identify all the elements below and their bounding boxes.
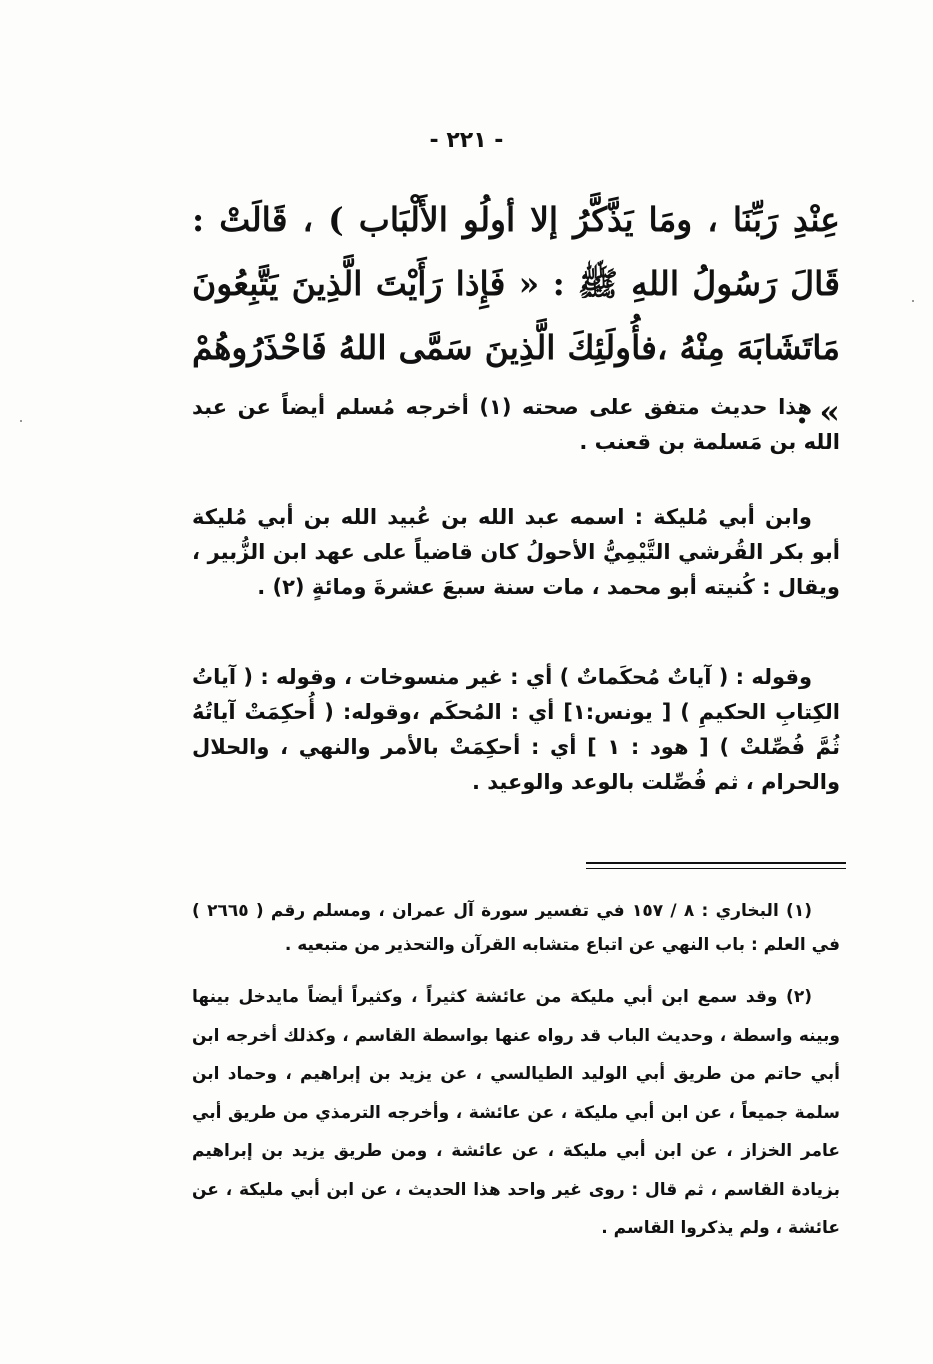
footnote-1: (١) البخاري : ٨ / ١٥٧ في تفسير سورة آل عمران ، ومسلم رقم ( ٢٦٦٥ ) في العلم : باب النهي عن اتباع متشابه القرآن والتحذير من متبعيه . [192,901,840,955]
scan-speck [20,420,22,422]
footnote-2: (٢) وقد سمع ابن أبي مليكة من عائشة كثيراً ، وكثيراً أيضاً مايدخل بينها وبينه واسطة ، وحديث الباب قد رواه عنها بواسطة القاسم ، وكذلك أخرجه ابن أبي حاتم من طريق أبي الوليد الطيالسي ، عن يزيد بن إبراهيم ، وحماد ابن سلمة جميعاً ، عن ابن أبي مليكة ، عن عائشة ، وأخرجه الترمذي من طريق أبي عامر الخزاز ، عن ابن أبي مليكة ، عن عائشة ، ومن طريق يزيد بن إبراهيم بزيادة القاسم ، ثم قال : روى غير واحد هذا الحديث ، عن ابن أبي مليكة ، عن عائشة ، ولم يذكروا القاسم . [192,987,840,1238]
paragraph-explanation: وقوله : ( آياتٌ مُحكَماتٌ ) أي : غير منسوخات ، وقوله : ( آياتُ الكِتابِ الحكيمِ ) [ يونس:١] أي : المُحكَم ،وقوله: ( أُحكِمَتْ آياتُهُ ثُمَّ فُصِّلتْ ) [ هود : ١ ] أي : أحكِمَتْ بالأمر والنهي ، والحلال والحرام ، ثم فُصِّلت بالوعد والوعيد . [192,665,841,794]
paragraph-narrator-bio: وابن أبي مُليكة : اسمه عبد الله بن عُبيد الله بن أبي مُليكة أبو بكر القُرشي التَّيْمِيُّ الأحولُ كان قاضياً على عهد ابن الزُّبير ، ويقال : كُنيته أبو محمد ، مات سنة سبعَ عشرةَ ومائةٍ (٢) . [192,505,840,599]
footnote-divider [586,862,846,869]
hadith-quote: عِنْدِ رَبِّنَا ، ومَا يَذَّكَّرُ إلا أولُو الأَلْبَاب ) ، قَالَتْ : قَالَ رَسُولُ اللهِ ﷺ : « فَإِذا رَأَيْتَ الَّذِينَ يَتَّبِعُونَ مَاتَشَابَهَ مِنْهُ ،فأُولَئِكَ الَّذِينَ سَمَّى اللهُ فَاحْذَرُوهُمْ » . [192,200,840,431]
paragraph-takhrij: هذا حديث متفق على صحته (١) أخرجه مُسلم أيضاً عن عبد الله بن مَسلمة بن قعنب . [192,395,840,454]
page-number: - ٢٢١ - [429,128,504,153]
scan-speck [912,300,914,302]
